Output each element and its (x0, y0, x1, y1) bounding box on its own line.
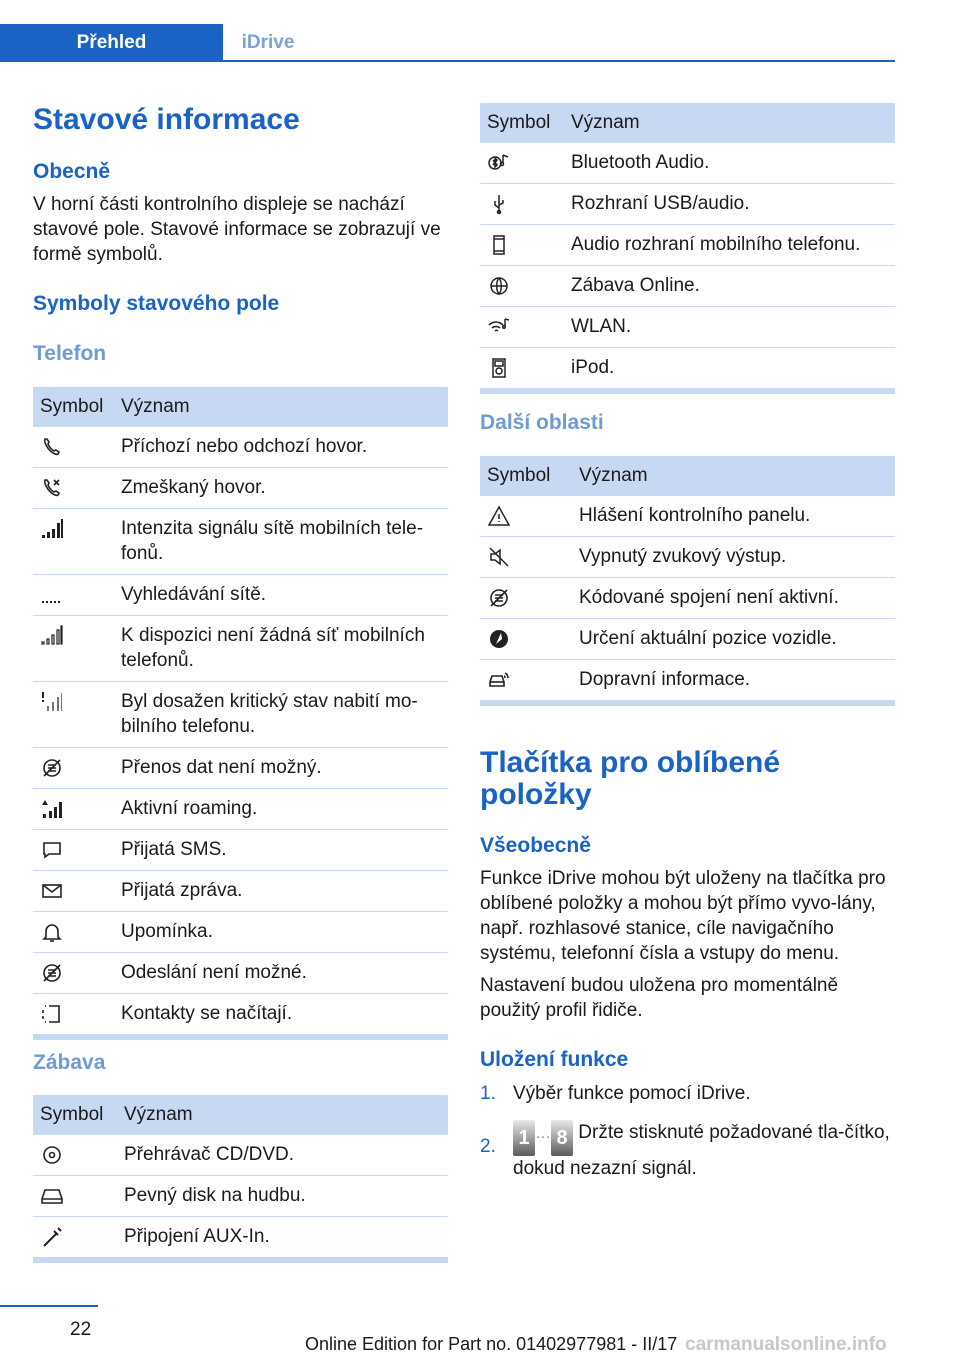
table-end-bar (480, 701, 895, 706)
table-row (33, 830, 448, 871)
row-text: Vyhledávání sítě. (121, 584, 267, 605)
step-text: Držte stisknuté požadované tla-čítko, dokud nezazní signál. (513, 1122, 890, 1179)
disc-icon (40, 1143, 64, 1167)
row-text: Kontakty se načítají. (121, 1003, 293, 1024)
col-symbol-header: Symbol (487, 112, 551, 133)
table-end-bar (33, 1258, 448, 1263)
step-text: Výběr funkce pomocí iDrive. (513, 1083, 751, 1104)
favorite-key-8-icon: 8 (551, 1120, 573, 1156)
entertainment-symbol-table (33, 1095, 448, 1263)
bluetooth-audio-icon (487, 151, 511, 175)
col-symbol-header: Symbol (487, 465, 551, 486)
favorites-general-heading: Všeobecně (480, 834, 591, 857)
col-symbol-header: Symbol (40, 1104, 104, 1125)
other-symbol-table (480, 456, 895, 706)
table-row (33, 789, 448, 830)
phone-symbol-table (33, 387, 448, 1040)
row-text: WLAN. (571, 316, 632, 337)
header-tabbar (0, 24, 895, 62)
table-row (33, 748, 448, 789)
table-row (33, 468, 448, 509)
favorites-text-1: Funkce iDrive mohou být uloženy na tlačítka pro oblíbené položky a mohou být přímo vyvo-lány, např. rozhlasové stanice, cíle navigačního systému, telefonní čísla a vstupy do menu. (480, 868, 886, 964)
wlan-icon (487, 315, 511, 339)
row-text: Odeslání není možné. (121, 962, 307, 983)
row-text: Rozhraní USB/audio. (571, 193, 750, 214)
warning-icon (487, 504, 511, 528)
entertainment-heading: Zábava (33, 1051, 106, 1074)
table-row (480, 537, 895, 578)
table-row (480, 184, 895, 225)
table-header (33, 1095, 448, 1135)
contacts-loading-icon (40, 1002, 64, 1026)
table-row (480, 307, 895, 348)
row-text: Přehrávač CD/DVD. (124, 1144, 294, 1165)
row-text: Kódované spojení není aktivní. (579, 587, 839, 608)
row-text: Zábava Online. (571, 275, 700, 296)
row-text: K dispozici není žádná síť mobilních telefonů. (121, 625, 425, 671)
watermark: carmanualsonline.info (685, 1334, 887, 1355)
row-text: Příchozí nebo odchozí hovor. (121, 436, 368, 457)
row-text: Určení aktuální pozice vozidle. (579, 628, 837, 649)
col-meaning-header: Význam (121, 396, 190, 417)
key-ellipsis: … (535, 1125, 551, 1142)
step-number: 2. (480, 1136, 496, 1157)
row-text: Aktivní roaming. (121, 798, 258, 819)
table-row (33, 427, 448, 468)
row-text: Audio rozhraní mobilního telefonu. (571, 234, 861, 255)
table-row (33, 953, 448, 994)
sms-icon (40, 838, 64, 862)
bell-icon (40, 920, 64, 944)
roaming-icon (40, 797, 64, 821)
table-row (480, 348, 895, 389)
usb-icon (487, 192, 511, 216)
phone-handset-icon (40, 435, 64, 459)
table-row (33, 682, 448, 748)
traffic-info-icon (487, 668, 511, 692)
table-row (33, 994, 448, 1035)
table-row (33, 575, 448, 616)
row-text: Připojení AUX-In. (124, 1226, 270, 1247)
no-data-icon (40, 756, 64, 780)
row-text: Hlášení kontrolního panelu. (579, 505, 811, 526)
general-text: V horní části kontrolního displeje se nachází stavové pole. Stavové informace se zobrazují ve formě symbolů. (33, 194, 441, 265)
network-search-icon (40, 583, 64, 607)
tab-overview[interactable]: Přehled (0, 24, 223, 62)
footer-rule (0, 1305, 98, 1307)
row-text: Dopravní informace. (579, 669, 751, 690)
table-row (480, 619, 895, 660)
phone-heading: Telefon (33, 342, 107, 365)
col-symbol-header: Symbol (40, 396, 104, 417)
row-text: iPod. (571, 357, 615, 378)
send-blocked-icon (40, 961, 64, 985)
entertainment-symbol-table-continued (480, 103, 895, 394)
row-text: Upomínka. (121, 921, 213, 942)
edition-note: Online Edition for Part no. 01402977981 - II/17 (305, 1334, 678, 1354)
symbols-heading: Symboly stavového pole (33, 292, 280, 315)
row-text: Pevný disk na hudbu. (124, 1185, 306, 1206)
table-row (480, 143, 895, 184)
online-entertainment-icon (487, 274, 511, 298)
low-battery-icon (40, 690, 64, 714)
table-header (480, 456, 895, 496)
table-end-bar (480, 389, 895, 394)
tab-idrive[interactable]: iDrive (241, 32, 295, 53)
table-row (33, 871, 448, 912)
table-row (33, 1217, 448, 1258)
row-text: Přijatá zpráva. (121, 880, 243, 901)
page-number: 22 (70, 1319, 92, 1340)
favorites-text-2: Nastavení budou uložena pro momentálně použitý profil řidiče. (480, 975, 839, 1021)
position-icon (487, 627, 511, 651)
table-header (480, 103, 895, 143)
row-text: Přenos dat není možný. (121, 757, 322, 778)
general-heading: Obecně (33, 160, 111, 183)
col-meaning-header: Význam (571, 112, 640, 133)
hard-disk-icon (40, 1184, 64, 1208)
table-row (33, 1176, 448, 1217)
speaker-off-icon (487, 545, 511, 569)
row-text: Bluetooth Audio. (571, 152, 710, 173)
page-title: Stavové informace (33, 103, 300, 136)
signal-strength-icon (40, 517, 64, 541)
row-text: Vypnutý zvukový výstup. (579, 546, 787, 567)
encryption-off-icon (487, 586, 511, 610)
missed-call-icon (40, 476, 64, 500)
table-row (33, 509, 448, 575)
envelope-icon (40, 879, 64, 903)
col-meaning-header: Význam (579, 465, 648, 486)
mobile-audio-icon (487, 233, 511, 257)
step-number: 1. (480, 1083, 496, 1104)
table-header (33, 387, 448, 427)
row-text: Zmeškaný hovor. (121, 477, 266, 498)
table-row (480, 496, 895, 537)
table-row (480, 266, 895, 307)
favorites-title: Tlačítka pro oblíbené položky (480, 746, 781, 811)
other-heading: Další oblasti (480, 411, 604, 434)
row-text: Intenzita signálu sítě mobilních tele-fonů. (121, 518, 424, 564)
no-network-icon (40, 624, 64, 648)
favorite-key-1-icon: 1 (513, 1120, 535, 1156)
ipod-icon (487, 356, 511, 380)
step-1 (480, 1081, 895, 1106)
table-row (33, 1135, 448, 1176)
table-row (33, 616, 448, 682)
step-2 (480, 1120, 895, 1180)
col-meaning-header: Význam (124, 1104, 193, 1125)
row-text: Přijatá SMS. (121, 839, 227, 860)
row-text: Byl dosažen kritický stav nabití mo-bilního telefonu. (121, 691, 418, 737)
table-row (480, 225, 895, 266)
table-row (33, 912, 448, 953)
table-row (480, 660, 895, 701)
table-end-bar (33, 1035, 448, 1040)
aux-in-icon (40, 1225, 64, 1249)
table-row (480, 578, 895, 619)
store-heading: Uložení funkce (480, 1048, 629, 1071)
